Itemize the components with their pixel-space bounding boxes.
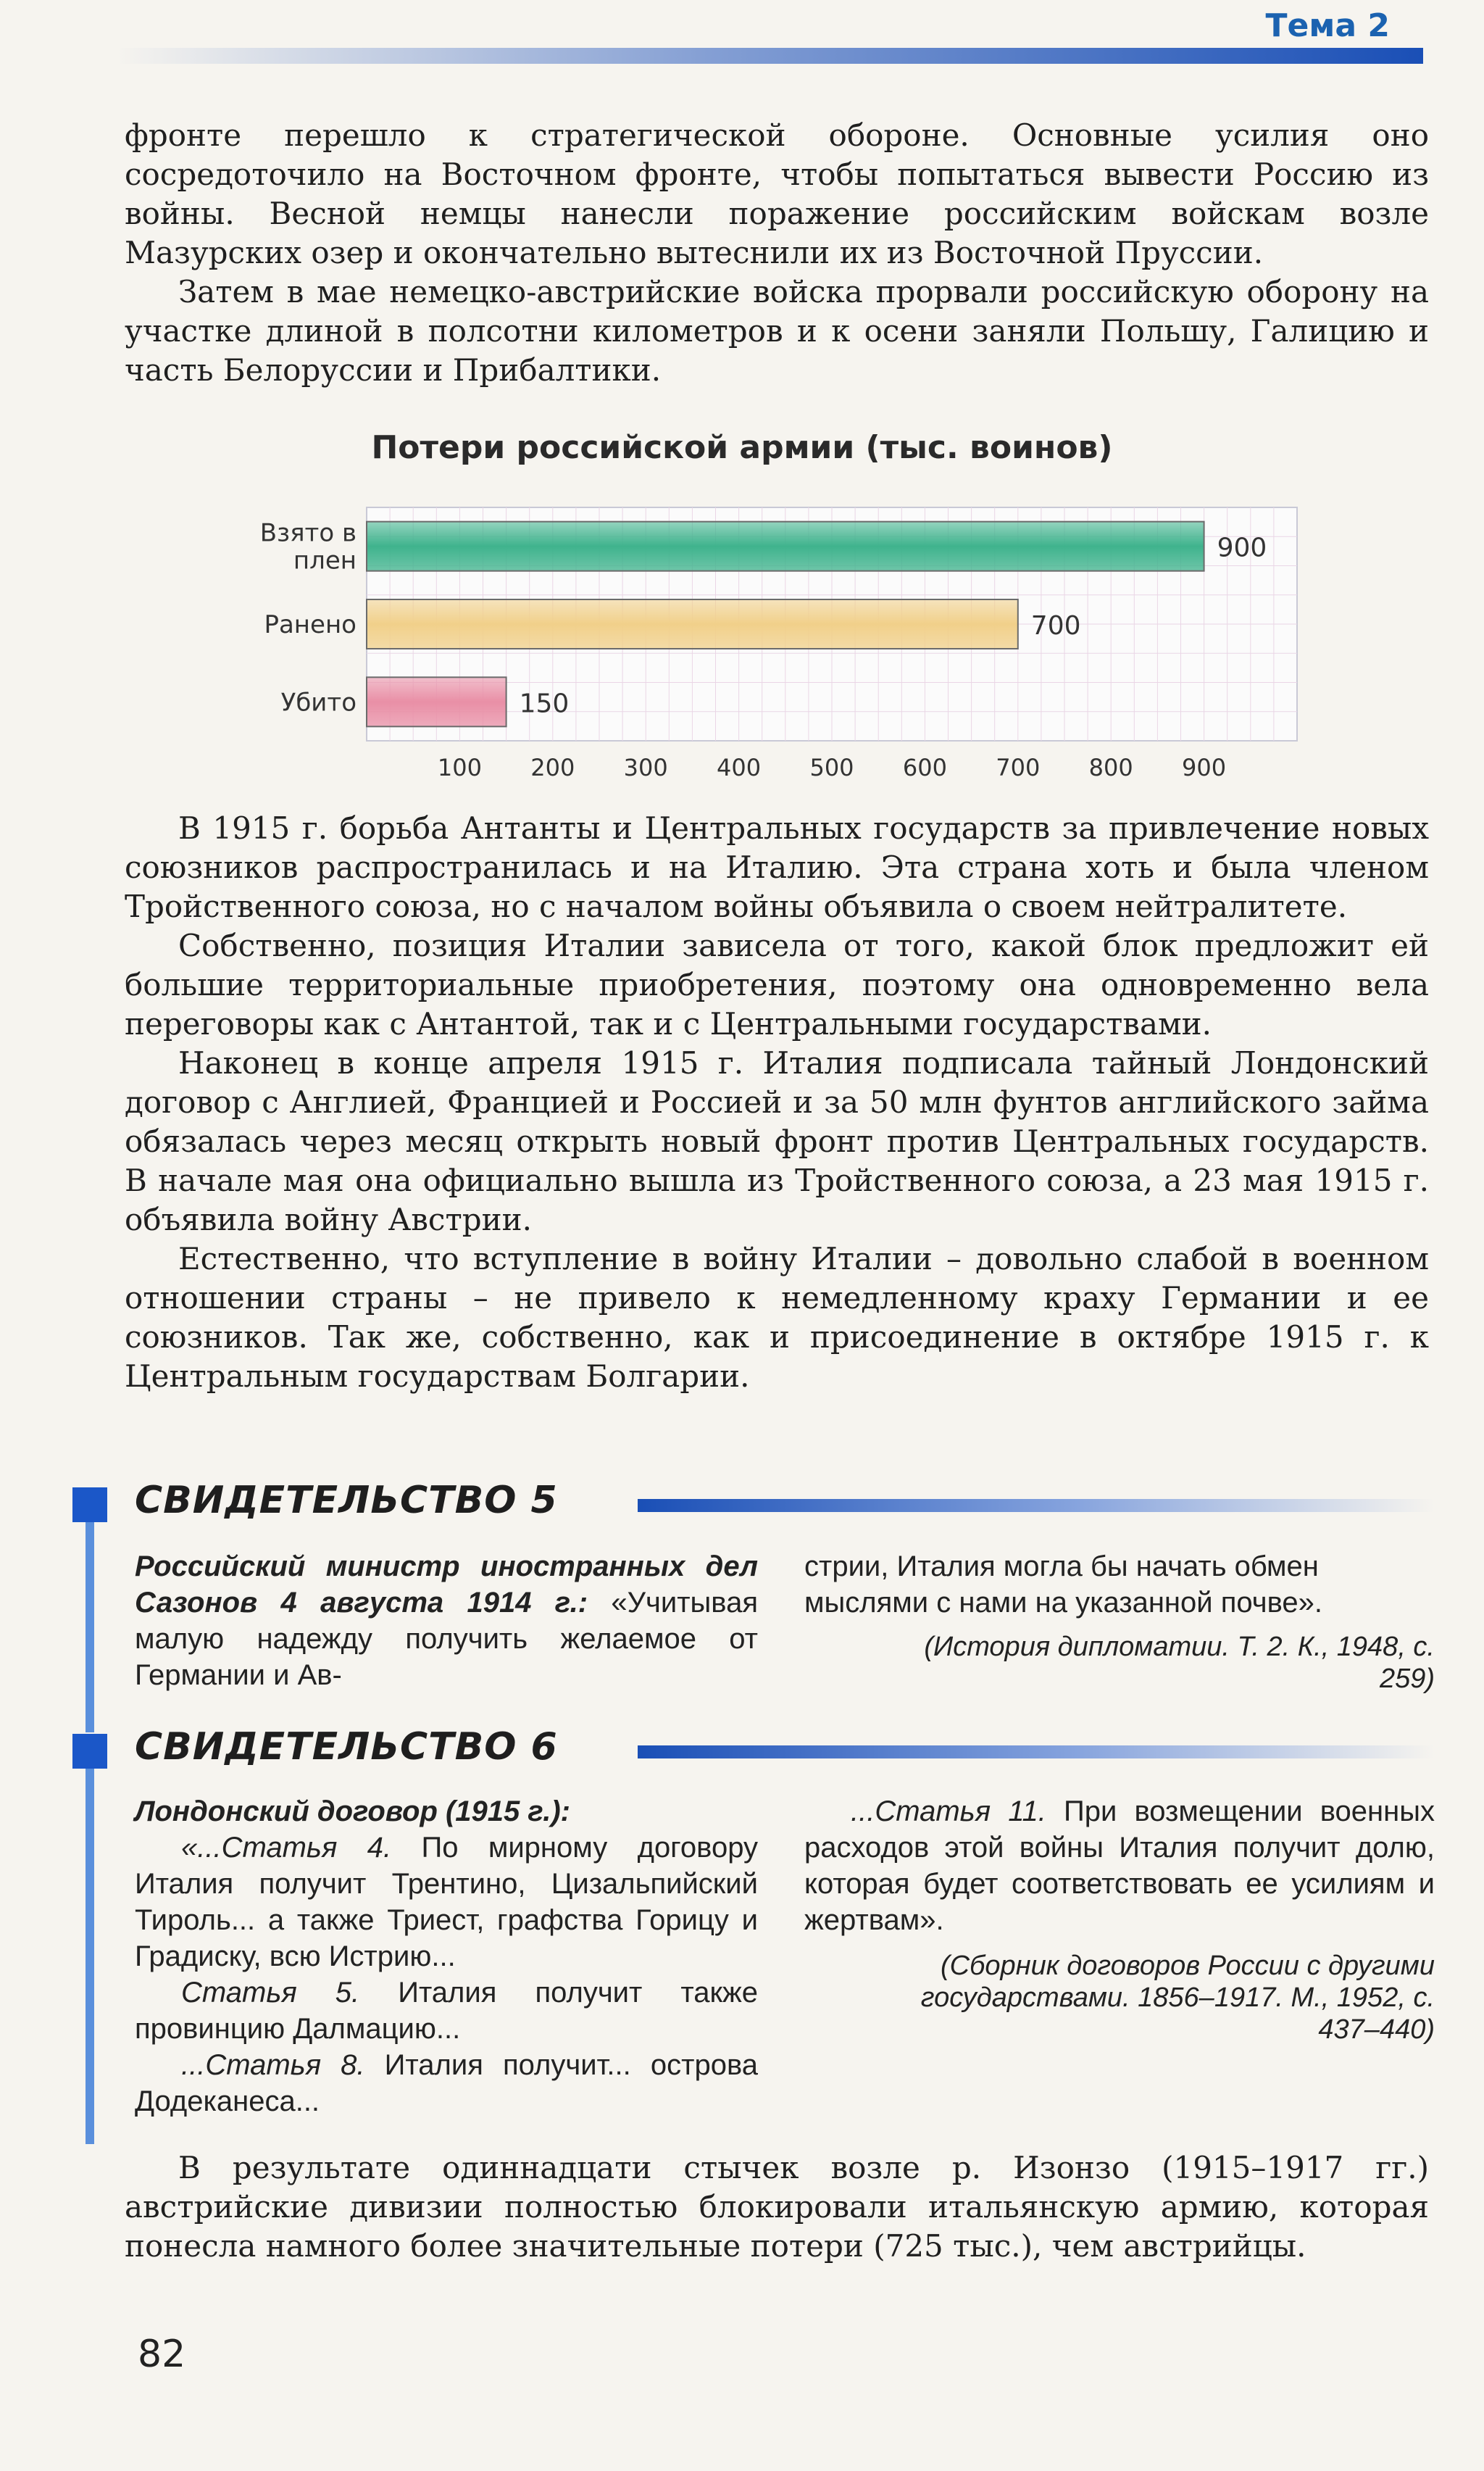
- header-stripe: [116, 48, 1423, 64]
- category-label: Убито: [280, 688, 357, 718]
- evidence-6-source: (Сборник договоров России с другими государствами. 1856–1917. М., 1952, с. 437–440): [920, 1951, 1435, 2045]
- article-11-label: ...Статья 11.: [851, 1795, 1046, 1827]
- data-label: 150: [519, 689, 570, 719]
- paragraph: Наконец в конце апреля 1915 г. Италия подписала тайный Лондонский договор с Англией, Францией и Россией и за 50 млн фунтов английского займа обязалась через месяц открыть новый фронт против Центральных государств. В начале мая она официально вышла из Тройственного союза, а 23 мая 1915 г. объявила войну Австрии.: [125, 1045, 1429, 1237]
- tick-label: 600: [902, 754, 947, 781]
- paragraph: Собственно, позиция Италии зависела от того, какой блок предложит ей большие территориальные приобретения, поэтому она одновременно вела переговоры как с Антантой, так и с Центральными государствами.: [125, 928, 1429, 1042]
- article-5-text: Италия получит также провинцию Далмацию...: [135, 1977, 758, 2045]
- evidence-6-right: [804, 1793, 1435, 2046]
- article-5: [135, 1974, 758, 2047]
- section-marker: [72, 1734, 107, 1769]
- evidence-5-source: (История дипломатии. Т. 2. К., 1948, с. 259): [924, 1632, 1435, 1694]
- category-label: плен: [293, 546, 357, 576]
- evidence-5-quote-start: «Учитывая малую надежду получить желаемое от Германии и Ав-: [135, 1587, 758, 1691]
- tick-label: 900: [1182, 754, 1227, 781]
- paragraph: В 1915 г. борьба Антанты и Центральных государств за привлечение новых союзников распространилась и на Италию. Эта страна хоть и была членом Тройственного союза, но с началом войны объявила о своем нейтралитете.: [125, 810, 1429, 924]
- category-label: Ранено: [264, 610, 357, 639]
- article-4-text: По мирному договору Италия получит Трентино, Цизальпийский Тироль... а также Триест, графства Горицу и Градиску, всю Истрию...: [135, 1832, 758, 1972]
- tick-label: 100: [437, 754, 482, 781]
- bar: [367, 522, 1204, 571]
- main-text: [125, 809, 1429, 1396]
- article-8-text: Италия получит... острова Додеканеса...: [135, 2049, 758, 2117]
- paragraph: В результате одиннадцати стычек возле р. Изонзо (1915–1917 гг.) австрийские дивизии полностью блокировали итальянскую армию, которая понесла намного более значительные потери (725 тыс.), чем австрийцы.: [125, 2150, 1429, 2264]
- evidence-5-right: [804, 1548, 1435, 1695]
- article-4: [135, 1830, 758, 1974]
- data-label: 900: [1217, 533, 1267, 563]
- bar: [367, 677, 507, 726]
- losses-bar-chart: [239, 500, 1341, 805]
- tick-label: 300: [623, 754, 668, 781]
- section-side-bar: [86, 1522, 94, 1732]
- section-line: [638, 1499, 1435, 1512]
- section-side-bar: [86, 1769, 94, 2144]
- paragraph: Затем в мае немецко-австрийские войска прорвали российскую оборону на участке длиной в полсотни километров и к осени заняли Польшу, Галицию и часть Белоруссии и Прибалтики.: [125, 274, 1429, 388]
- article-11: [804, 1793, 1435, 1938]
- tick-label: 800: [1088, 754, 1133, 781]
- paragraph: Естественно, что вступление в войну Италии – довольно слабой в военном отношении страны – не привело к немедленному краху Германии и ее союзников. Так же, собственно, как и присоединение в октябре 1915 г. к Центральным государствам Болгарии.: [125, 1241, 1429, 1394]
- evidence-5-title: СВИДЕТЕЛЬСТВО 5: [135, 1479, 558, 1522]
- article-8-label: ...Статья 8.: [181, 2049, 365, 2081]
- evidence-6-left: [135, 1793, 758, 2119]
- tick-label: 500: [809, 754, 854, 781]
- intro-text: [125, 116, 1429, 390]
- evidence-5-author: Российский министр иностранных дел Сазонов 4 августа 1914 г.:: [135, 1550, 758, 1619]
- tick-label: 400: [717, 754, 762, 781]
- bar: [367, 599, 1018, 649]
- section-line: [638, 1745, 1435, 1758]
- article-8: [135, 2047, 758, 2119]
- tick-label: 200: [530, 754, 575, 781]
- closing-text: [125, 2148, 1429, 2266]
- article-11-text: При возмещении военных расходов этой войны Италия получит долю, которая будет соответствовать ее усилиям и жертвам».: [804, 1795, 1435, 1936]
- evidence-5-quote-end: стрии, Италия могла бы начать обмен мыслями с нами на указанной почве».: [804, 1550, 1322, 1619]
- evidence-6-title: СВИДЕТЕЛЬСТВО 6: [135, 1725, 558, 1769]
- tick-label: 700: [996, 754, 1041, 781]
- paragraph: фронте перешло к стратегической обороне. Основные усилия оно сосредоточило на Восточном фронте, чтобы попытаться вывести Россию из войны. Весной немцы нанесли поражение российским войскам возле Мазурских озер и окончательно вытеснили их из Восточной Пруссии.: [125, 117, 1429, 270]
- article-4-label: «...Статья 4.: [181, 1832, 392, 1864]
- article-5-label: Статья 5.: [181, 1977, 360, 2009]
- page-number: 82: [138, 2333, 186, 2376]
- section-marker: [72, 1487, 107, 1522]
- treaty-heading: Лондонский договор (1915 г.):: [135, 1795, 570, 1827]
- chart-title: Потери российской армии (тыс. воинов): [371, 429, 1113, 466]
- topic-label: Тема 2: [1265, 7, 1390, 44]
- category-label: Взято в: [259, 518, 357, 548]
- evidence-5-left: [135, 1548, 758, 1693]
- data-label: 700: [1030, 611, 1081, 641]
